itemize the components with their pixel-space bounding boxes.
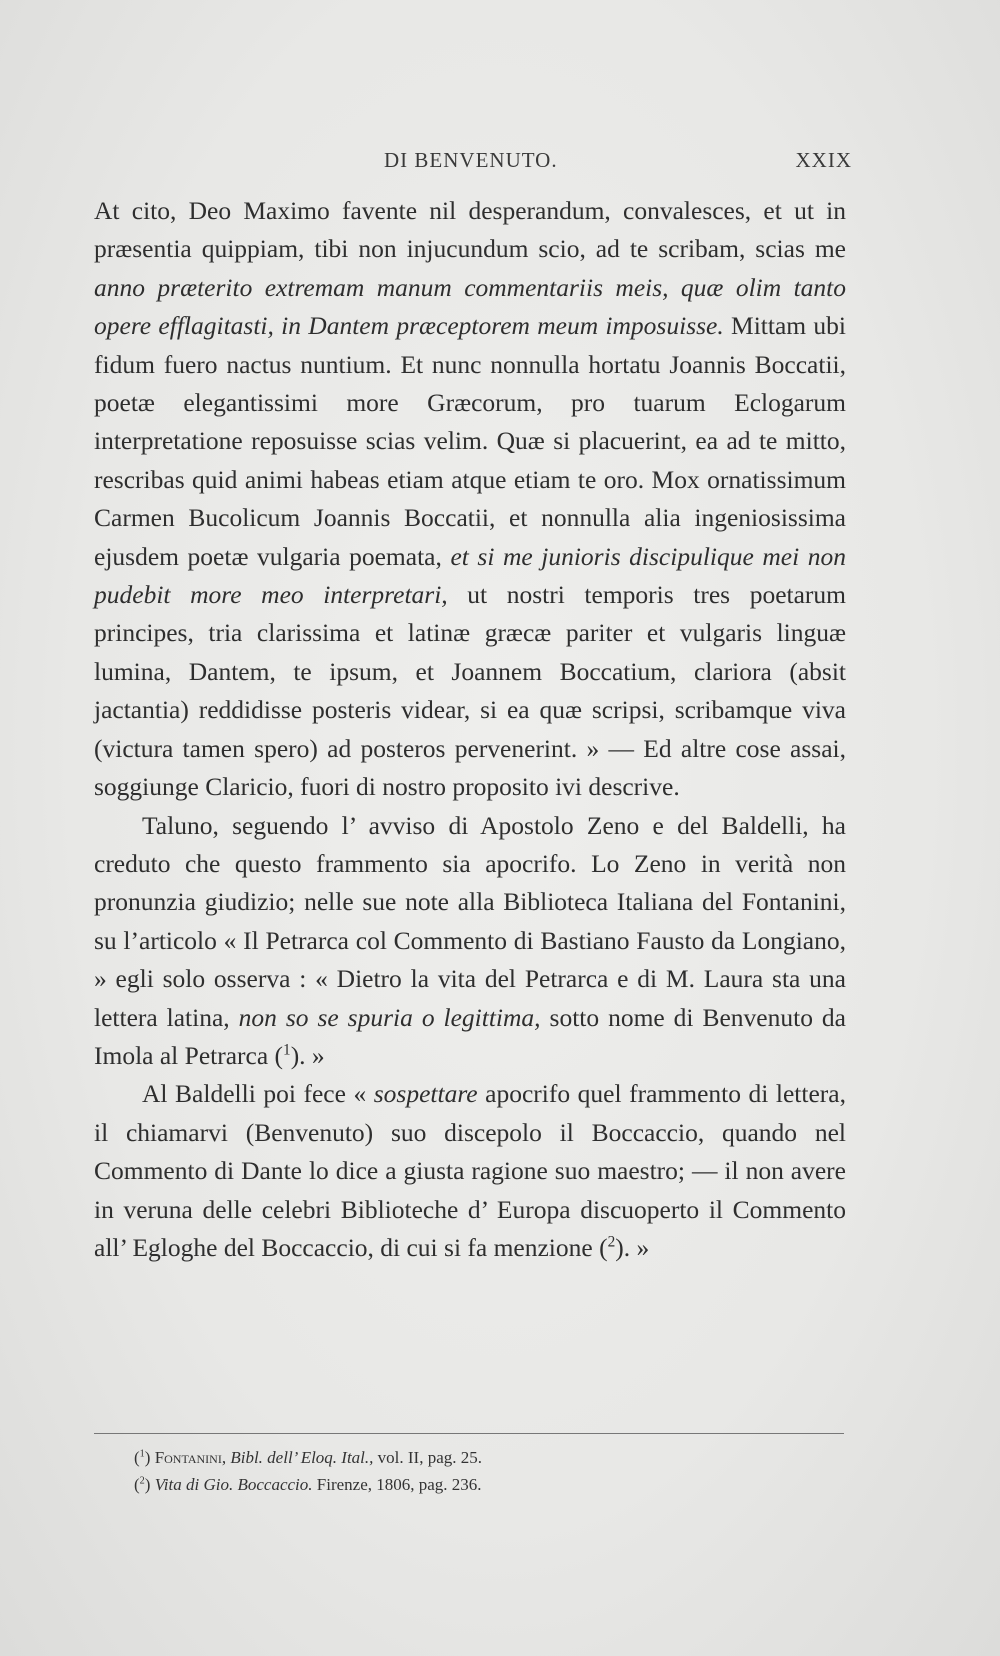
text-run: ) — [144, 1448, 155, 1467]
text-run: Taluno, seguendo l’ avviso di Apostolo Zeno e del Baldelli, ha creduto che questo frammento sia apocrifo. Lo Zeno in verità non pronunzia giudizio; nelle sue note alla Biblioteca Italiana del Fontanini, su l’articolo « Il Petrarca col Commento di Bastiano Fausto da Longiano, » egli solo osserva : « Dietro la vita del Petrarca e di M. Laura sta una lettera latina, — [94, 810, 846, 1032]
running-title: DI BENVENUTO. — [384, 148, 558, 172]
italic-text: anno præterito extremam manum commentariis meis, quæ olim tanto opere efflagitasti, in Dantem præceptorem meum imposuisse. — [94, 272, 846, 341]
text-run: Al Baldelli poi fece « — [142, 1079, 374, 1109]
text-run: ( — [134, 1475, 140, 1494]
main-text — [94, 192, 846, 1267]
text-run: ) — [144, 1475, 155, 1494]
running-header — [94, 148, 852, 178]
text-run: sotto nome di Benvenuto da Imola al Petrarca ( — [94, 1002, 846, 1070]
text-run: ). » — [615, 1232, 650, 1262]
footnote — [134, 1444, 834, 1471]
footnote — [134, 1471, 834, 1498]
footnote-ref: 1 — [139, 1448, 145, 1460]
text-run: ( — [134, 1448, 140, 1467]
text-run: apocrifo quel frammento di lettera, il chiamarvi (Benvenuto) suo discepolo il Boccaccio, quando nel Commento di Dante lo dice a giusta ragione suo maestro; — il non avere in veruna delle celebri Biblioteche d’ Europa discuoperto il Commento all’ Egloghe del Boccaccio, di cui si fa menzione ( — [94, 1079, 846, 1262]
italic-text: et si me junioris discipulique mei non pudebit more meo interpretari, — [94, 541, 847, 610]
text-run: ut nostri temporis tres poetarum principes, tria clarissima et latinæ græcæ pariter et vulgaris linguæ lumina, Dantem, te ipsum, et Joannem Boccatium, clariora (absit jactantia) reddidisse posteris videar, si ea quæ scripsi, scribamque viva (victura tamen spero) ad posteros pervenerint. » — Ed altre cose assai, soggiunge Claricio, fuori di nostro proposito ivi descrive. — [94, 580, 846, 802]
paragraph — [94, 1075, 846, 1267]
text-run: Mittam ubi fidum fuero nactus nuntium. Et nunc nonnulla hortatu Joannis Boccatii, poetæ elegantissimi more Græcorum, pro tuarum Eclogarum interpretatione reposuisse scias velim. Quæ si placuerint, ea ad te mitto, rescribas quid animi habeas etiam atque etiam te oro. Mox ornatissimum Carmen Bucolicum Joannis Boccatii, et nonnulla alia ingeniosissima ejusdem poetæ vulgaria poemata, — [94, 311, 846, 571]
text-run: ). » — [290, 1040, 325, 1070]
italic-text: non so se spuria o legittima, — [238, 1002, 541, 1032]
footnote-divider — [94, 1433, 844, 1434]
footnotes — [134, 1444, 834, 1498]
page-number: XXIX — [795, 148, 852, 172]
text-run: At cito, Deo Maximo favente nil desperandum, convalesces, et ut in præsentia quippiam, tibi non injucundum scio, ad te scribam, scias me — [94, 196, 846, 264]
italic-text: Vita di Gio. Boccaccio. — [154, 1475, 313, 1494]
text-run: vol. II, pag. 25. — [373, 1448, 483, 1467]
italic-text: sospettare — [373, 1079, 478, 1109]
footnote-ref: 2 — [607, 1233, 616, 1251]
text-run: Firenze, 1806, pag. 236. — [312, 1475, 482, 1494]
italic-text: Bibl. dell’ Eloq. Ital., — [230, 1448, 374, 1467]
paragraph — [94, 807, 846, 1076]
footnote-ref: 2 — [139, 1475, 145, 1487]
paragraph — [94, 192, 846, 807]
text-run: Fontanini, — [154, 1448, 227, 1467]
footnote-ref: 1 — [283, 1041, 291, 1059]
